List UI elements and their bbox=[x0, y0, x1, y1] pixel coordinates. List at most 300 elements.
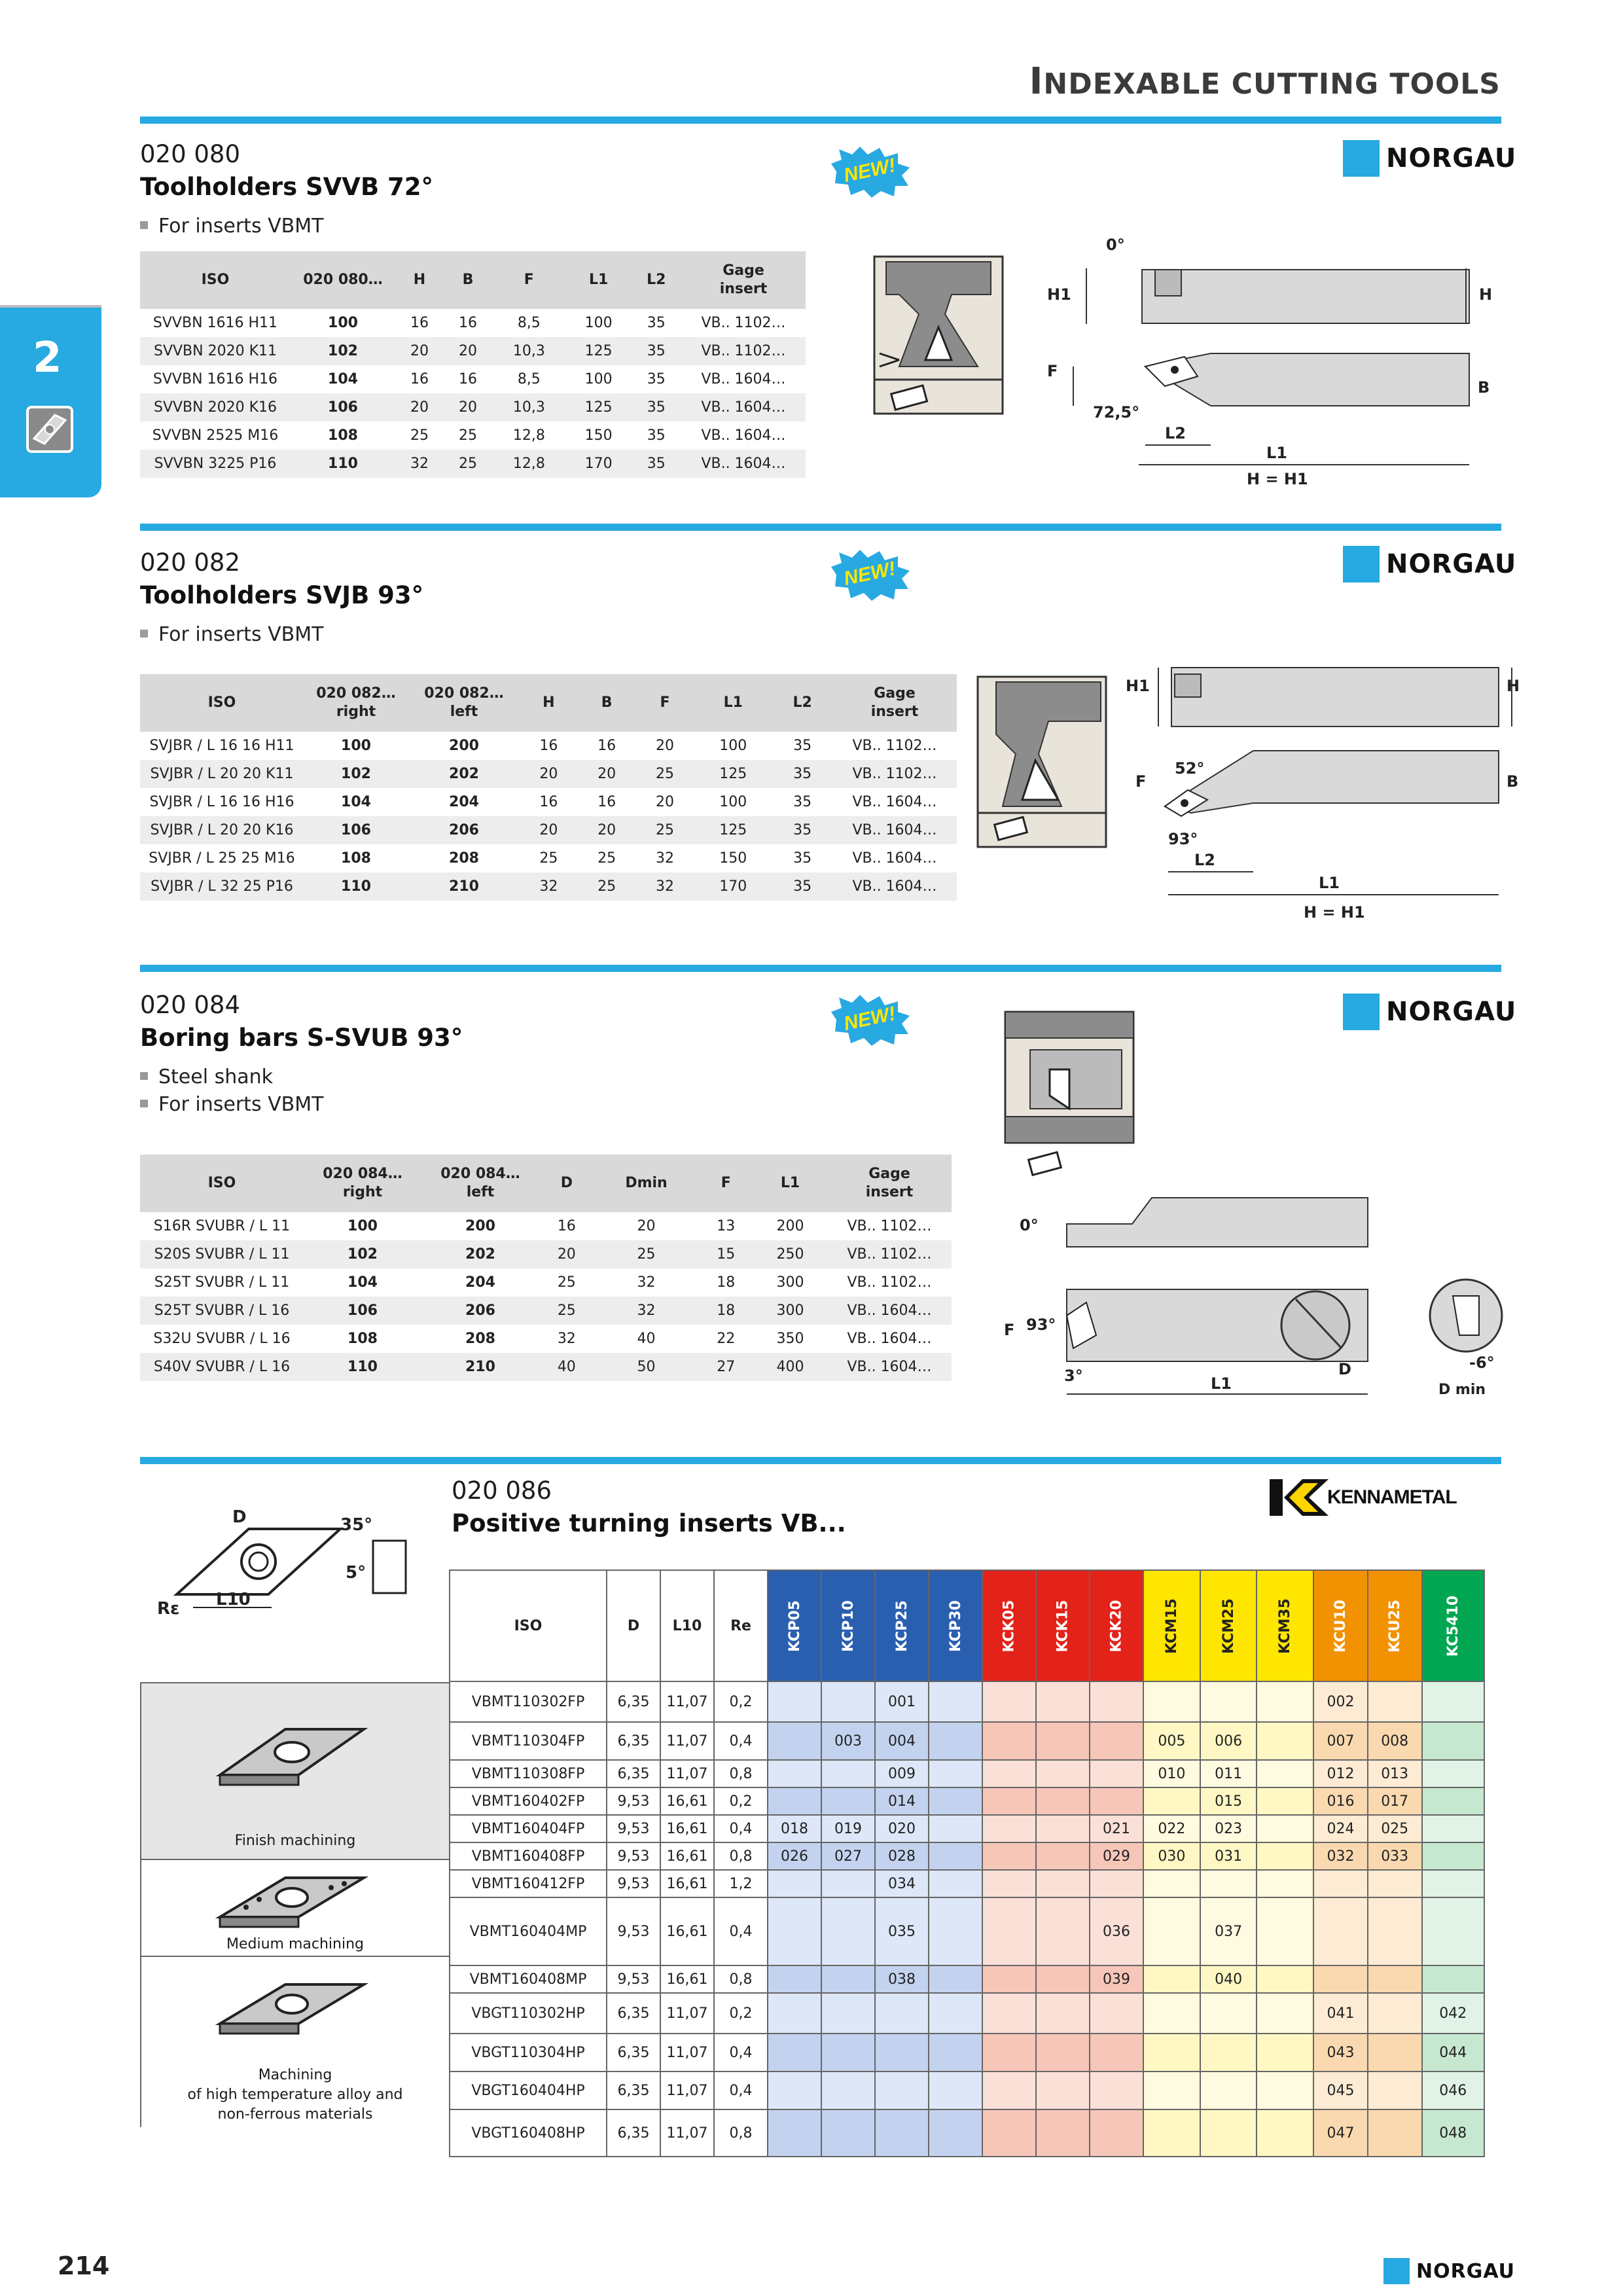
table-cell: VB.. 1102… bbox=[832, 760, 957, 788]
toolholder-sketch-svvb bbox=[873, 255, 1004, 419]
table-cell: VBMT110302FP bbox=[450, 1681, 607, 1722]
grade-code-cell bbox=[1090, 1722, 1143, 1760]
section-divider bbox=[140, 1457, 1501, 1464]
grade-code-cell: 043 bbox=[1313, 2034, 1368, 2072]
table-cell: 20 bbox=[520, 816, 578, 844]
grade-code-cell: 007 bbox=[1313, 1722, 1368, 1760]
table-cell: 250 bbox=[753, 1240, 827, 1268]
grade-code-cell bbox=[821, 1681, 875, 1722]
grade-code-cell: 047 bbox=[1313, 2109, 1368, 2157]
table-cell: 18 bbox=[698, 1268, 753, 1297]
grade-code-cell bbox=[929, 1760, 982, 1787]
table-cell: 6,35 bbox=[607, 2034, 660, 2072]
table-cell: 110 bbox=[304, 872, 408, 901]
grade-code-cell bbox=[875, 1993, 929, 2034]
table-cell: 110 bbox=[291, 450, 395, 478]
grade-code-cell bbox=[1257, 1897, 1313, 1965]
svg-text:H1: H1 bbox=[1126, 677, 1150, 695]
table-cell: 108 bbox=[291, 422, 395, 450]
section-title: Boring bars S-SVUB 93° bbox=[140, 1024, 463, 1052]
col-header: B bbox=[444, 251, 492, 309]
grade-code-cell: 011 bbox=[1200, 1760, 1257, 1787]
grade-code-cell: 034 bbox=[875, 1870, 929, 1897]
grade-code-cell bbox=[929, 2034, 982, 2072]
table-row bbox=[140, 844, 957, 872]
grade-code-cell bbox=[1200, 2072, 1257, 2109]
table-cell: VB.. 1604… bbox=[681, 450, 806, 478]
col-header: 020 084… right bbox=[304, 1155, 421, 1212]
grade-code-cell: 015 bbox=[1200, 1787, 1257, 1815]
table-cell: 12,8 bbox=[492, 422, 566, 450]
chapter-number: 2 bbox=[33, 334, 62, 382]
table-cell: 16,61 bbox=[660, 1815, 714, 1842]
spec-table-020-084 bbox=[140, 1155, 952, 1381]
table-cell: 25 bbox=[539, 1268, 594, 1297]
grade-code-cell bbox=[1090, 2072, 1143, 2109]
grade-code-cell: 025 bbox=[1368, 1815, 1422, 1842]
grade-code-cell bbox=[1143, 1681, 1200, 1722]
table-cell: 106 bbox=[304, 1297, 421, 1325]
grade-code-cell bbox=[929, 1993, 982, 2034]
grade-header: KCK20 bbox=[1090, 1570, 1143, 1681]
grade-code-cell bbox=[1257, 1787, 1313, 1815]
grade-code-cell bbox=[1200, 1993, 1257, 2034]
insert-row bbox=[450, 2072, 1484, 2109]
table-cell: 100 bbox=[566, 365, 632, 393]
grade-code-cell: 010 bbox=[1143, 1760, 1200, 1787]
new-badge-text: NEW! bbox=[842, 1003, 898, 1035]
grade-code-cell bbox=[929, 1722, 982, 1760]
grade-code-cell: 027 bbox=[821, 1842, 875, 1870]
table-cell: 12,8 bbox=[492, 450, 566, 478]
table-row bbox=[140, 1240, 952, 1268]
col-header: L10 bbox=[660, 1570, 714, 1681]
col-header: L1 bbox=[566, 251, 632, 309]
table-cell: 20 bbox=[578, 816, 636, 844]
table-cell: 102 bbox=[304, 1240, 421, 1268]
grade-code-cell bbox=[1090, 1681, 1143, 1722]
table-cell: 100 bbox=[566, 309, 632, 337]
table-cell: 350 bbox=[753, 1325, 827, 1353]
table-cell: 170 bbox=[694, 872, 772, 901]
grade-code-cell: 042 bbox=[1422, 1993, 1484, 2034]
grade-code-cell bbox=[982, 1897, 1036, 1965]
table-cell: 32 bbox=[594, 1268, 699, 1297]
grade-code-cell bbox=[821, 1897, 875, 1965]
table-cell: 6,35 bbox=[607, 1681, 660, 1722]
grade-code-cell bbox=[1422, 1681, 1484, 1722]
table-cell: 35 bbox=[772, 872, 832, 901]
grade-code-cell bbox=[929, 2072, 982, 2109]
insert-row bbox=[450, 1870, 1484, 1897]
table-cell: 125 bbox=[566, 393, 632, 422]
table-cell: 32 bbox=[636, 872, 694, 901]
table-cell: 125 bbox=[694, 760, 772, 788]
grade-code-cell: 013 bbox=[1368, 1760, 1422, 1787]
grade-code-cell bbox=[1422, 1842, 1484, 1870]
grade-code-cell bbox=[1036, 1722, 1090, 1760]
grade-code-cell: 004 bbox=[875, 1722, 929, 1760]
grade-code-cell bbox=[1090, 1870, 1143, 1897]
grade-code-cell: 022 bbox=[1143, 1815, 1200, 1842]
table-cell: 15 bbox=[698, 1240, 753, 1268]
table-cell: 300 bbox=[753, 1268, 827, 1297]
table-cell: 104 bbox=[304, 1268, 421, 1297]
grade-code-cell bbox=[982, 1842, 1036, 1870]
table-cell: 11,07 bbox=[660, 2072, 714, 2109]
table-cell: S16R SVUBR / L 11 bbox=[140, 1212, 304, 1240]
col-header: L1 bbox=[753, 1155, 827, 1212]
grade-code-cell: 031 bbox=[1200, 1842, 1257, 1870]
table-cell: 200 bbox=[753, 1212, 827, 1240]
grade-header: KCM35 bbox=[1257, 1570, 1313, 1681]
table-cell: 16 bbox=[444, 309, 492, 337]
inserts-table-020-086 bbox=[449, 1570, 1485, 2157]
table-cell: 25 bbox=[444, 422, 492, 450]
table-row bbox=[140, 760, 957, 788]
table-cell: 40 bbox=[539, 1353, 594, 1381]
grade-code-cell bbox=[1368, 1870, 1422, 1897]
svg-text:L1: L1 bbox=[1266, 444, 1287, 462]
insert-row bbox=[450, 2034, 1484, 2072]
grade-code-cell bbox=[1143, 1870, 1200, 1897]
insert-row bbox=[450, 1842, 1484, 1870]
col-header: H bbox=[520, 674, 578, 732]
col-header: D bbox=[607, 1570, 660, 1681]
grade-code-cell bbox=[1422, 1815, 1484, 1842]
col-header: ISO bbox=[450, 1570, 607, 1681]
col-header: L2 bbox=[772, 674, 832, 732]
table-cell: 35 bbox=[772, 788, 832, 816]
table-row bbox=[140, 732, 957, 760]
table-cell: 0,4 bbox=[714, 2072, 768, 2109]
norgau-logo: NORGAU bbox=[1343, 994, 1516, 1030]
grade-code-cell bbox=[1313, 1870, 1368, 1897]
hta-machining-cell bbox=[141, 1958, 449, 2127]
table-cell: 170 bbox=[566, 450, 632, 478]
table-cell: VBMT160412FP bbox=[450, 1870, 607, 1897]
grade-code-cell: 045 bbox=[1313, 2072, 1368, 2109]
table-cell: 11,07 bbox=[660, 1993, 714, 2034]
bullet-item: For inserts VBMT bbox=[140, 215, 323, 238]
table-cell: 20 bbox=[594, 1212, 699, 1240]
table-cell: 20 bbox=[444, 337, 492, 365]
table-cell: 102 bbox=[304, 760, 408, 788]
table-cell: SVJBR / L 32 25 P16 bbox=[140, 872, 304, 901]
grade-code-cell bbox=[1368, 2109, 1422, 2157]
grade-code-cell bbox=[1036, 2034, 1090, 2072]
table-cell: VB.. 1604… bbox=[832, 788, 957, 816]
table-cell: 104 bbox=[291, 365, 395, 393]
kennametal-logo: KENNAMETAL bbox=[1270, 1479, 1457, 1516]
grade-code-cell bbox=[1257, 1993, 1313, 2034]
svg-text:93°: 93° bbox=[1026, 1316, 1056, 1334]
svg-text:H: H bbox=[1479, 285, 1493, 304]
table-cell: VB.. 1102… bbox=[827, 1212, 952, 1240]
col-header: F bbox=[636, 674, 694, 732]
table-cell: 16 bbox=[520, 732, 578, 760]
insert-row bbox=[450, 1965, 1484, 1993]
table-cell: 0,8 bbox=[714, 1965, 768, 1993]
col-header: 020 082… left bbox=[408, 674, 520, 732]
grade-code-cell bbox=[768, 2034, 821, 2072]
table-cell: 102 bbox=[291, 337, 395, 365]
table-cell: 0,4 bbox=[714, 1897, 768, 1965]
table-cell: 150 bbox=[566, 422, 632, 450]
grade-code-cell bbox=[982, 1993, 1036, 2034]
grade-code-cell bbox=[1422, 1897, 1484, 1965]
grade-code-cell bbox=[982, 1722, 1036, 1760]
table-cell: VBMT160404MP bbox=[450, 1897, 607, 1965]
grade-code-cell: 019 bbox=[821, 1815, 875, 1842]
svg-text:F: F bbox=[1135, 772, 1147, 791]
grade-code-cell bbox=[982, 1760, 1036, 1787]
section-title: Toolholders SVVB 72° bbox=[140, 173, 434, 201]
col-header: B bbox=[578, 674, 636, 732]
grade-code-cell bbox=[1368, 1681, 1422, 1722]
table-cell: 35 bbox=[632, 422, 681, 450]
table-cell: 104 bbox=[304, 788, 408, 816]
table-cell: 25 bbox=[395, 422, 444, 450]
svg-text:0°: 0° bbox=[1020, 1216, 1039, 1234]
grade-code-cell bbox=[1200, 2109, 1257, 2157]
table-cell: 6,35 bbox=[607, 1760, 660, 1787]
grade-code-cell bbox=[1422, 1870, 1484, 1897]
grade-code-cell bbox=[821, 2034, 875, 2072]
grade-code-cell bbox=[768, 1965, 821, 1993]
table-cell: 16 bbox=[578, 788, 636, 816]
table-cell: SVJBR / L 16 16 H16 bbox=[140, 788, 304, 816]
grade-code-cell bbox=[1422, 1965, 1484, 1993]
table-cell: 25 bbox=[578, 844, 636, 872]
grade-code-cell bbox=[982, 1815, 1036, 1842]
grade-code-cell bbox=[1143, 2034, 1200, 2072]
insert-row bbox=[450, 2109, 1484, 2157]
grade-code-cell: 026 bbox=[768, 1842, 821, 1870]
grade-code-cell bbox=[1036, 1842, 1090, 1870]
table-cell: 16 bbox=[395, 365, 444, 393]
table-cell: S25T SVUBR / L 16 bbox=[140, 1297, 304, 1325]
table-cell: 100 bbox=[694, 732, 772, 760]
grade-code-cell bbox=[929, 1815, 982, 1842]
page-number: 214 bbox=[58, 2251, 110, 2280]
grade-code-cell: 033 bbox=[1368, 1842, 1422, 1870]
section-title: Toolholders SVJB 93° bbox=[140, 581, 424, 609]
table-cell: 108 bbox=[304, 1325, 421, 1353]
table-cell: 0,2 bbox=[714, 1787, 768, 1815]
table-row bbox=[140, 365, 806, 393]
table-cell: 204 bbox=[421, 1268, 539, 1297]
grade-code-cell bbox=[1257, 1722, 1313, 1760]
grade-code-cell bbox=[982, 1681, 1036, 1722]
grade-code-cell bbox=[768, 1760, 821, 1787]
grade-code-cell: 005 bbox=[1143, 1722, 1200, 1760]
bullet-item: For inserts VBMT bbox=[140, 1093, 323, 1116]
finish-machining-cell bbox=[141, 1683, 449, 1860]
table-cell: 300 bbox=[753, 1297, 827, 1325]
table-cell: 25 bbox=[444, 450, 492, 478]
table-cell: 9,53 bbox=[607, 1842, 660, 1870]
table-cell: SVVBN 1616 H11 bbox=[140, 309, 291, 337]
table-cell: 35 bbox=[772, 732, 832, 760]
insert-row bbox=[450, 1815, 1484, 1842]
table-cell: SVJBR / L 16 16 H11 bbox=[140, 732, 304, 760]
table-cell: 6,35 bbox=[607, 2072, 660, 2109]
grade-code-cell bbox=[929, 1787, 982, 1815]
insert-images-column bbox=[140, 1682, 449, 2127]
grade-code-cell bbox=[1257, 1965, 1313, 1993]
table-cell: 35 bbox=[772, 816, 832, 844]
table-cell: 6,35 bbox=[607, 2109, 660, 2157]
svg-text:L1: L1 bbox=[1319, 874, 1340, 892]
new-badge-text: NEW! bbox=[842, 558, 898, 590]
insert-geometry-drawing bbox=[144, 1503, 419, 1621]
table-cell: 208 bbox=[408, 844, 520, 872]
grade-code-cell bbox=[1257, 2034, 1313, 2072]
table-cell: 16,61 bbox=[660, 1842, 714, 1870]
table-cell: 0,8 bbox=[714, 1842, 768, 1870]
table-cell: 16,61 bbox=[660, 1965, 714, 1993]
table-cell: 0,4 bbox=[714, 1722, 768, 1760]
table-cell: 40 bbox=[594, 1325, 699, 1353]
svg-text:L10: L10 bbox=[216, 1590, 251, 1609]
table-row bbox=[140, 1212, 952, 1240]
table-cell: 400 bbox=[753, 1353, 827, 1381]
grade-code-cell bbox=[1257, 1815, 1313, 1842]
table-cell: 9,53 bbox=[607, 1897, 660, 1965]
col-header: F bbox=[492, 251, 566, 309]
table-row bbox=[140, 422, 806, 450]
grade-code-cell: 032 bbox=[1313, 1842, 1368, 1870]
grade-header: KCP10 bbox=[821, 1570, 875, 1681]
table-cell: VB.. 1604… bbox=[832, 844, 957, 872]
table-cell: 20 bbox=[539, 1240, 594, 1268]
grade-code-cell bbox=[1090, 2034, 1143, 2072]
table-cell: VBMT160402FP bbox=[450, 1787, 607, 1815]
table-cell: 25 bbox=[636, 816, 694, 844]
grade-code-cell bbox=[1368, 2072, 1422, 2109]
grade-header: KCP25 bbox=[875, 1570, 929, 1681]
svg-text:-6°: -6° bbox=[1469, 1354, 1495, 1372]
table-cell: 202 bbox=[408, 760, 520, 788]
grade-code-cell: 001 bbox=[875, 1681, 929, 1722]
grade-code-cell bbox=[1257, 2072, 1313, 2109]
table-cell: 106 bbox=[291, 393, 395, 422]
table-cell: S25T SVUBR / L 11 bbox=[140, 1268, 304, 1297]
table-row bbox=[140, 309, 806, 337]
section-divider bbox=[140, 524, 1501, 531]
table-row bbox=[140, 450, 806, 478]
table-cell: VB.. 1102… bbox=[681, 337, 806, 365]
grade-code-cell: 048 bbox=[1422, 2109, 1484, 2157]
grade-code-cell bbox=[1036, 1965, 1090, 1993]
grade-code-cell bbox=[1422, 1722, 1484, 1760]
table-row bbox=[140, 788, 957, 816]
table-cell: VBMT160404FP bbox=[450, 1815, 607, 1842]
svg-text:B: B bbox=[1507, 772, 1519, 791]
page-header-title: INDEXABLE CUTTING TOOLS bbox=[1029, 60, 1501, 103]
table-cell: 16 bbox=[578, 732, 636, 760]
table-cell: 9,53 bbox=[607, 1815, 660, 1842]
grade-code-cell bbox=[1257, 1842, 1313, 1870]
group-label: Medium machining bbox=[226, 1936, 364, 1952]
table-cell: 32 bbox=[594, 1297, 699, 1325]
grade-code-cell bbox=[1036, 1760, 1090, 1787]
grade-code-cell bbox=[1143, 1965, 1200, 1993]
svg-text:F: F bbox=[1004, 1321, 1015, 1339]
table-cell: 200 bbox=[421, 1212, 539, 1240]
bullet-item: Steel shank bbox=[140, 1066, 273, 1088]
table-cell: 11,07 bbox=[660, 1722, 714, 1760]
table-cell: 11,07 bbox=[660, 2109, 714, 2157]
table-cell: SVJBR / L 20 20 K11 bbox=[140, 760, 304, 788]
grade-code-cell bbox=[1036, 1815, 1090, 1842]
table-row bbox=[140, 393, 806, 422]
new-badge bbox=[830, 994, 912, 1046]
table-cell: 25 bbox=[594, 1240, 699, 1268]
chapter-side-tab[interactable] bbox=[0, 308, 101, 497]
grade-code-cell bbox=[821, 1965, 875, 1993]
grade-code-cell bbox=[1257, 1681, 1313, 1722]
table-cell: 0,2 bbox=[714, 1681, 768, 1722]
table-row bbox=[140, 816, 957, 844]
insert-row bbox=[450, 1993, 1484, 2034]
toolholder-drawing-svjb bbox=[1119, 662, 1525, 924]
grade-code-cell bbox=[1036, 1993, 1090, 2034]
table-cell: 110 bbox=[304, 1353, 421, 1381]
table-cell: 206 bbox=[408, 816, 520, 844]
table-cell: 10,3 bbox=[492, 393, 566, 422]
table-cell: 20 bbox=[395, 393, 444, 422]
grade-code-cell: 018 bbox=[768, 1815, 821, 1842]
grade-code-cell bbox=[1090, 2109, 1143, 2157]
grade-header: KCP05 bbox=[768, 1570, 821, 1681]
grade-code-cell bbox=[768, 1681, 821, 1722]
grade-code-cell bbox=[929, 2109, 982, 2157]
svg-text:5°: 5° bbox=[346, 1563, 366, 1583]
table-cell: 25 bbox=[636, 760, 694, 788]
grade-code-cell: 002 bbox=[1313, 1681, 1368, 1722]
grade-code-cell bbox=[1090, 1787, 1143, 1815]
grade-code-cell bbox=[1257, 1870, 1313, 1897]
table-cell: 35 bbox=[632, 393, 681, 422]
grade-code-cell: 012 bbox=[1313, 1760, 1368, 1787]
section-code: 020 086 bbox=[452, 1477, 552, 1505]
table-cell: VBMT160408MP bbox=[450, 1965, 607, 1993]
table-cell: 108 bbox=[304, 844, 408, 872]
svg-text:H = H1: H = H1 bbox=[1304, 903, 1365, 922]
grade-code-cell: 046 bbox=[1422, 2072, 1484, 2109]
table-cell: 200 bbox=[408, 732, 520, 760]
table-cell: 18 bbox=[698, 1297, 753, 1325]
table-cell: 106 bbox=[304, 816, 408, 844]
table-cell: 32 bbox=[539, 1325, 594, 1353]
grade-code-cell bbox=[982, 2034, 1036, 2072]
grade-header: KC5410 bbox=[1422, 1570, 1484, 1681]
table-row bbox=[140, 872, 957, 901]
svg-text:72,5°: 72,5° bbox=[1093, 403, 1140, 422]
table-cell: 27 bbox=[698, 1353, 753, 1381]
section-divider bbox=[140, 965, 1501, 972]
grade-code-cell bbox=[768, 1787, 821, 1815]
table-cell: 16,61 bbox=[660, 1870, 714, 1897]
table-cell: VBMT110308FP bbox=[450, 1760, 607, 1787]
svg-text:H1: H1 bbox=[1047, 285, 1071, 304]
table-cell: 20 bbox=[636, 732, 694, 760]
col-header: 020 084… left bbox=[421, 1155, 539, 1212]
table-cell: S40V SVUBR / L 16 bbox=[140, 1353, 304, 1381]
grade-header: KCU10 bbox=[1313, 1570, 1368, 1681]
